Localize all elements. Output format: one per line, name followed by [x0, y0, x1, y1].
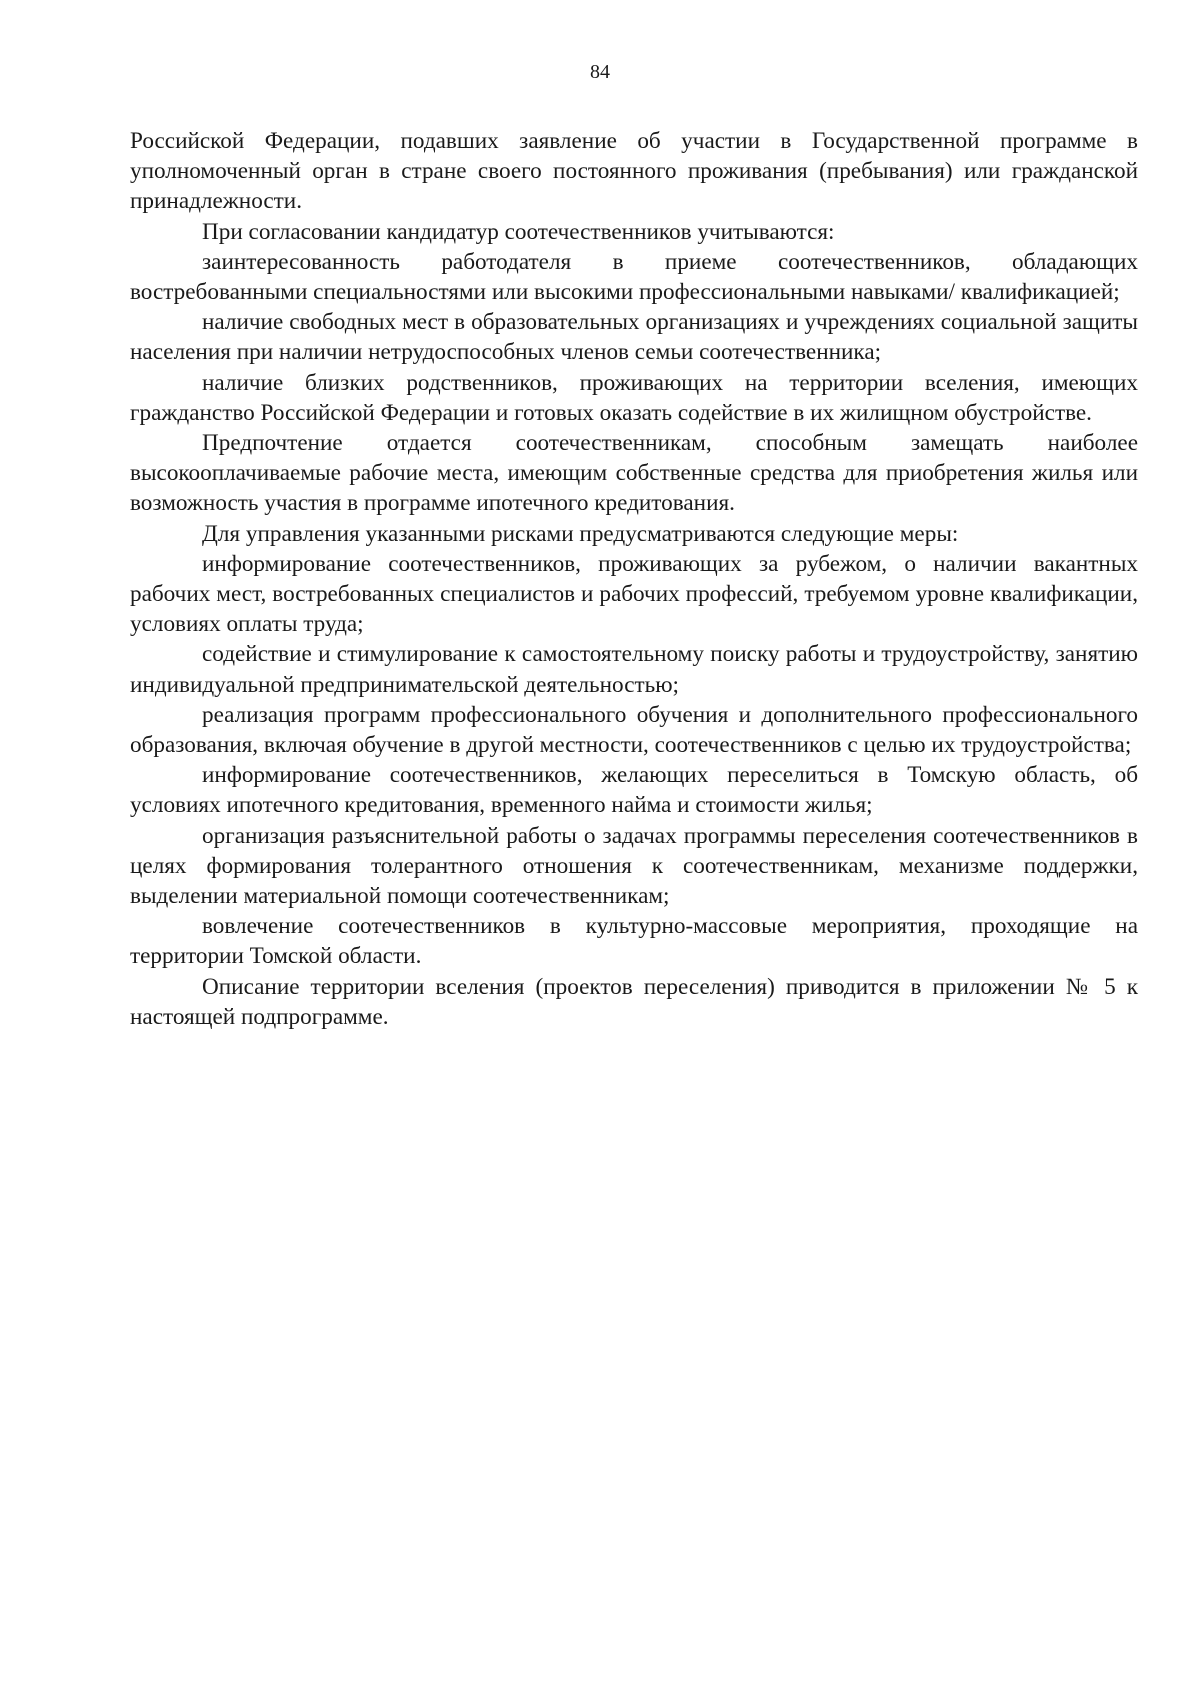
- paragraph-cultural-events: вовлечение соотечественников в культурно-массовые мероприятия, проходящие на территории Томской области.: [130, 913, 1138, 970]
- paragraph-measures-intro: Для управления указанными рисками предусматриваются следующие меры:: [202, 520, 959, 547]
- paragraph-job-search-support: содействие и стимулирование к самостоятельному поиску работы и трудоустройству, занятию индивидуальной предпринимательской деятельностью;: [130, 641, 1138, 698]
- paragraph-territory-description: Описание территории вселения (проектов переселения) приводится в приложении № 5 к настоящей подпрограмме.: [130, 973, 1138, 1030]
- paragraph-training-programs: реализация программ профессионального обучения и дополнительного профессионального образования, включая обучение в другой местности, соотечественников с целью их трудоустройства;: [130, 701, 1138, 759]
- paragraph-explanatory-work: организация разъяснительной работы о задачах программы переселения соотечественников в целях формирования толерантного отношения к соотечественникам, механизме поддержки, выделении материальной помощи соотечественникам;: [130, 822, 1138, 910]
- paragraph-free-places: наличие свободных мест в образовательных организациях и учреждениях социальной защиты населения при наличии нетрудоспособных членов семьи соотечественника;: [130, 309, 1138, 366]
- paragraph-informing-housing: информирование соотечественников, желающих переселиться в Томскую область, об условиях ипотечного кредитования, временного найма и стоимости жилья;: [130, 762, 1138, 819]
- paragraph-continuation: Российской Федерации, подавших заявление об участии в Государственной программе в уполномоченный орган в стране своего постоянного проживания (пребывания) или гражданской принадлежности.: [130, 128, 1138, 215]
- document-body: [130, 126, 1138, 1032]
- paragraph-criteria-intro: При согласовании кандидатур соотечественников учитываются:: [202, 218, 835, 245]
- paragraph-employer-interest: заинтересованность работодателя в приеме соотечественников, обладающих востребованными специальностями или высокими профессиональными навыками/ квалификацией;: [130, 248, 1138, 306]
- paragraph-relatives: наличие близких родственников, проживающих на территории вселения, имеющих гражданство Российской Федерации и готовых оказать содействие в их жилищном обустройстве.: [130, 369, 1138, 426]
- paragraph-preference: Предпочтение отдается соотечественникам, способным замещать наиболее высокооплачиваемые рабочие места, имеющим собственные средства для приобретения жилья или возможность участия в программе ипотечного кредитования.: [130, 430, 1138, 517]
- paragraph-informing-vacancies: информирование соотечественников, проживающих за рубежом, о наличии вакантных рабочих мест, востребованных специалистов и рабочих профессий, требуемом уровне квалификации, условиях оплаты труда;: [130, 550, 1138, 638]
- page-number: 84: [590, 61, 610, 83]
